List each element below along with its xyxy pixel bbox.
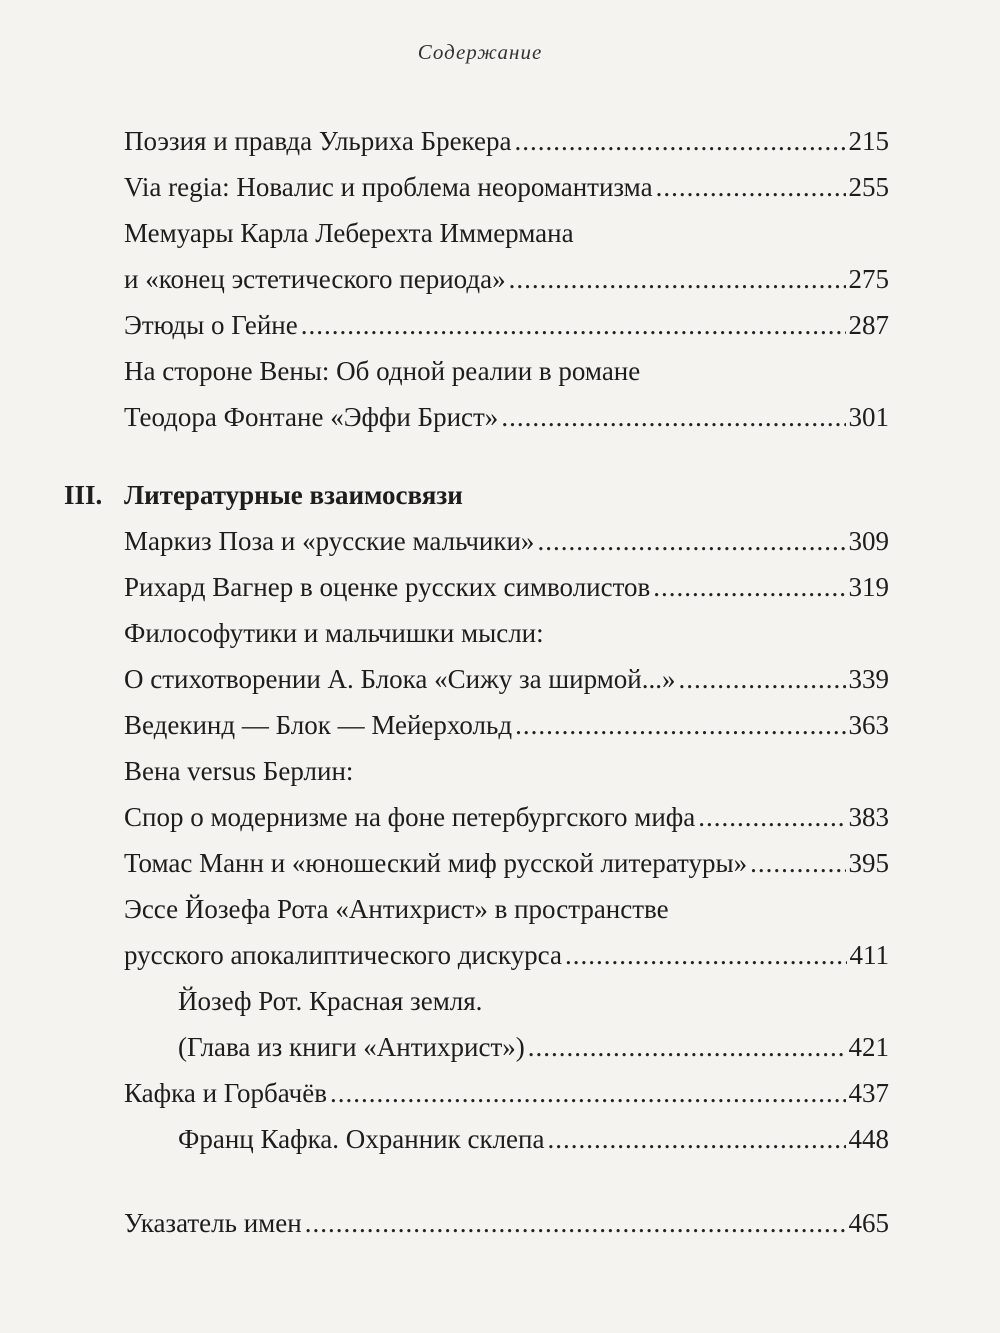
toc-line xyxy=(124,1070,889,1116)
entry-title: На стороне Вены: Об одной реалии в романе xyxy=(124,356,641,386)
leader-dots xyxy=(537,518,845,564)
toc-line xyxy=(124,886,889,932)
page-number: 421 xyxy=(848,1032,889,1062)
entry-title: Поэзия и правда Ульриха Брекера xyxy=(124,126,512,156)
page-number: 448 xyxy=(848,1124,889,1154)
toc-entry[interactable] xyxy=(124,518,889,564)
section-number: III. xyxy=(64,480,103,510)
table-of-contents xyxy=(64,118,889,1246)
page-number: 301 xyxy=(848,402,889,432)
toc-entry[interactable] xyxy=(124,564,889,610)
page-number: 383 xyxy=(848,802,889,832)
toc-line xyxy=(124,1200,889,1246)
page-number: 339 xyxy=(848,664,889,694)
leader-dots xyxy=(698,794,845,840)
toc-line xyxy=(124,394,889,440)
entry-title: Указатель имен xyxy=(124,1208,302,1238)
page-number: 215 xyxy=(848,126,889,156)
toc-entry[interactable] xyxy=(124,210,889,302)
toc-line xyxy=(124,610,889,656)
page-number: 287 xyxy=(848,310,889,340)
entry-title: О стихотворении А. Блока «Сижу за ширмой...» xyxy=(124,664,676,694)
leader-dots xyxy=(565,932,847,978)
page-number: 363 xyxy=(848,710,889,740)
toc-line xyxy=(178,1116,889,1162)
toc-line xyxy=(124,164,889,210)
toc-line xyxy=(124,564,889,610)
toc-line xyxy=(124,518,889,564)
page-number: 411 xyxy=(849,940,889,970)
toc-line xyxy=(124,794,889,840)
toc-entry[interactable] xyxy=(124,118,889,164)
page-number: 465 xyxy=(848,1208,889,1238)
toc-line xyxy=(124,656,889,702)
toc-entry[interactable] xyxy=(124,302,889,348)
leader-dots xyxy=(515,702,845,748)
entry-title: Этюды о Гейне xyxy=(124,310,298,340)
toc-line xyxy=(124,348,889,394)
toc-line xyxy=(124,932,889,978)
section-heading xyxy=(64,472,889,518)
toc-entry[interactable] xyxy=(124,748,889,840)
toc-entry[interactable] xyxy=(178,978,889,1070)
entry-title: Томас Манн и «юношеский миф русской литературы» xyxy=(124,848,748,878)
page-number: 255 xyxy=(848,172,889,202)
toc-line xyxy=(124,840,889,886)
entry-title: Эссе Йозефа Рота «Антихрист» в пространстве xyxy=(124,894,669,924)
entry-title: Йозеф Рот. Красная земля. xyxy=(178,986,483,1016)
toc-entry[interactable] xyxy=(124,1070,889,1116)
entry-title: (Глава из книги «Антихрист») xyxy=(178,1032,525,1062)
leader-dots xyxy=(301,302,846,348)
page-number: 309 xyxy=(848,526,889,556)
page-number: 275 xyxy=(848,264,889,294)
entry-title: Кафка и Горбачёв xyxy=(124,1078,327,1108)
toc-entry-index[interactable] xyxy=(124,1200,889,1246)
entry-title: Франц Кафка. Охранник склепа xyxy=(178,1124,545,1154)
toc-line xyxy=(124,118,889,164)
toc-entry[interactable] xyxy=(178,1116,889,1162)
toc-entry[interactable] xyxy=(124,702,889,748)
toc-line xyxy=(178,978,889,1024)
leader-dots xyxy=(501,394,845,440)
toc-line xyxy=(124,256,889,302)
leader-dots xyxy=(305,1200,846,1246)
entry-title: Ведекинд — Блок — Мейерхольд xyxy=(124,710,513,740)
entry-title: Спор о модернизме на фоне петербургского мифа xyxy=(124,802,696,832)
toc-entry[interactable] xyxy=(124,840,889,886)
entry-title: Via regia: Новалис и проблема неоромантизма xyxy=(124,172,653,202)
toc-entry[interactable] xyxy=(124,348,889,440)
toc-entry[interactable] xyxy=(124,164,889,210)
entry-title: Теодора Фонтане «Эффи Брист» xyxy=(124,402,499,432)
entry-title: Маркиз Поза и «русские мальчики» xyxy=(124,526,535,556)
entry-title: и «конец эстетического периода» xyxy=(124,264,506,294)
toc-line xyxy=(124,748,889,794)
toc-line xyxy=(124,302,889,348)
page-number: 319 xyxy=(848,572,889,602)
running-head: Содержание xyxy=(417,40,543,64)
leader-dots xyxy=(653,564,845,610)
leader-dots xyxy=(656,164,846,210)
toc-line xyxy=(178,1024,889,1070)
entry-title: Рихард Вагнер в оценке русских символистов xyxy=(124,572,651,602)
entry-title: русского апокалиптического дискурса xyxy=(124,940,562,970)
leader-dots xyxy=(509,256,846,302)
toc-part-1 xyxy=(124,118,889,440)
toc-line xyxy=(124,702,889,748)
toc-entry[interactable] xyxy=(124,610,889,702)
entry-title: Мемуары Карла Леберехта Иммермана xyxy=(124,218,574,248)
page-number: 395 xyxy=(848,848,889,878)
toc-line xyxy=(124,210,889,256)
entry-title: Философутики и мальчишки мысли: xyxy=(124,618,544,648)
leader-dots xyxy=(514,118,845,164)
toc-part-2 xyxy=(124,518,889,1162)
leader-dots xyxy=(678,656,845,702)
page-number: 437 xyxy=(848,1078,889,1108)
leader-dots xyxy=(330,1070,846,1116)
leader-dots xyxy=(750,840,845,886)
leader-dots xyxy=(528,1024,846,1070)
entry-title: Вена versus Берлин: xyxy=(124,756,354,786)
section-title: Литературные взаимосвязи xyxy=(124,480,463,510)
toc-entry[interactable] xyxy=(124,886,889,978)
leader-dots xyxy=(547,1116,845,1162)
